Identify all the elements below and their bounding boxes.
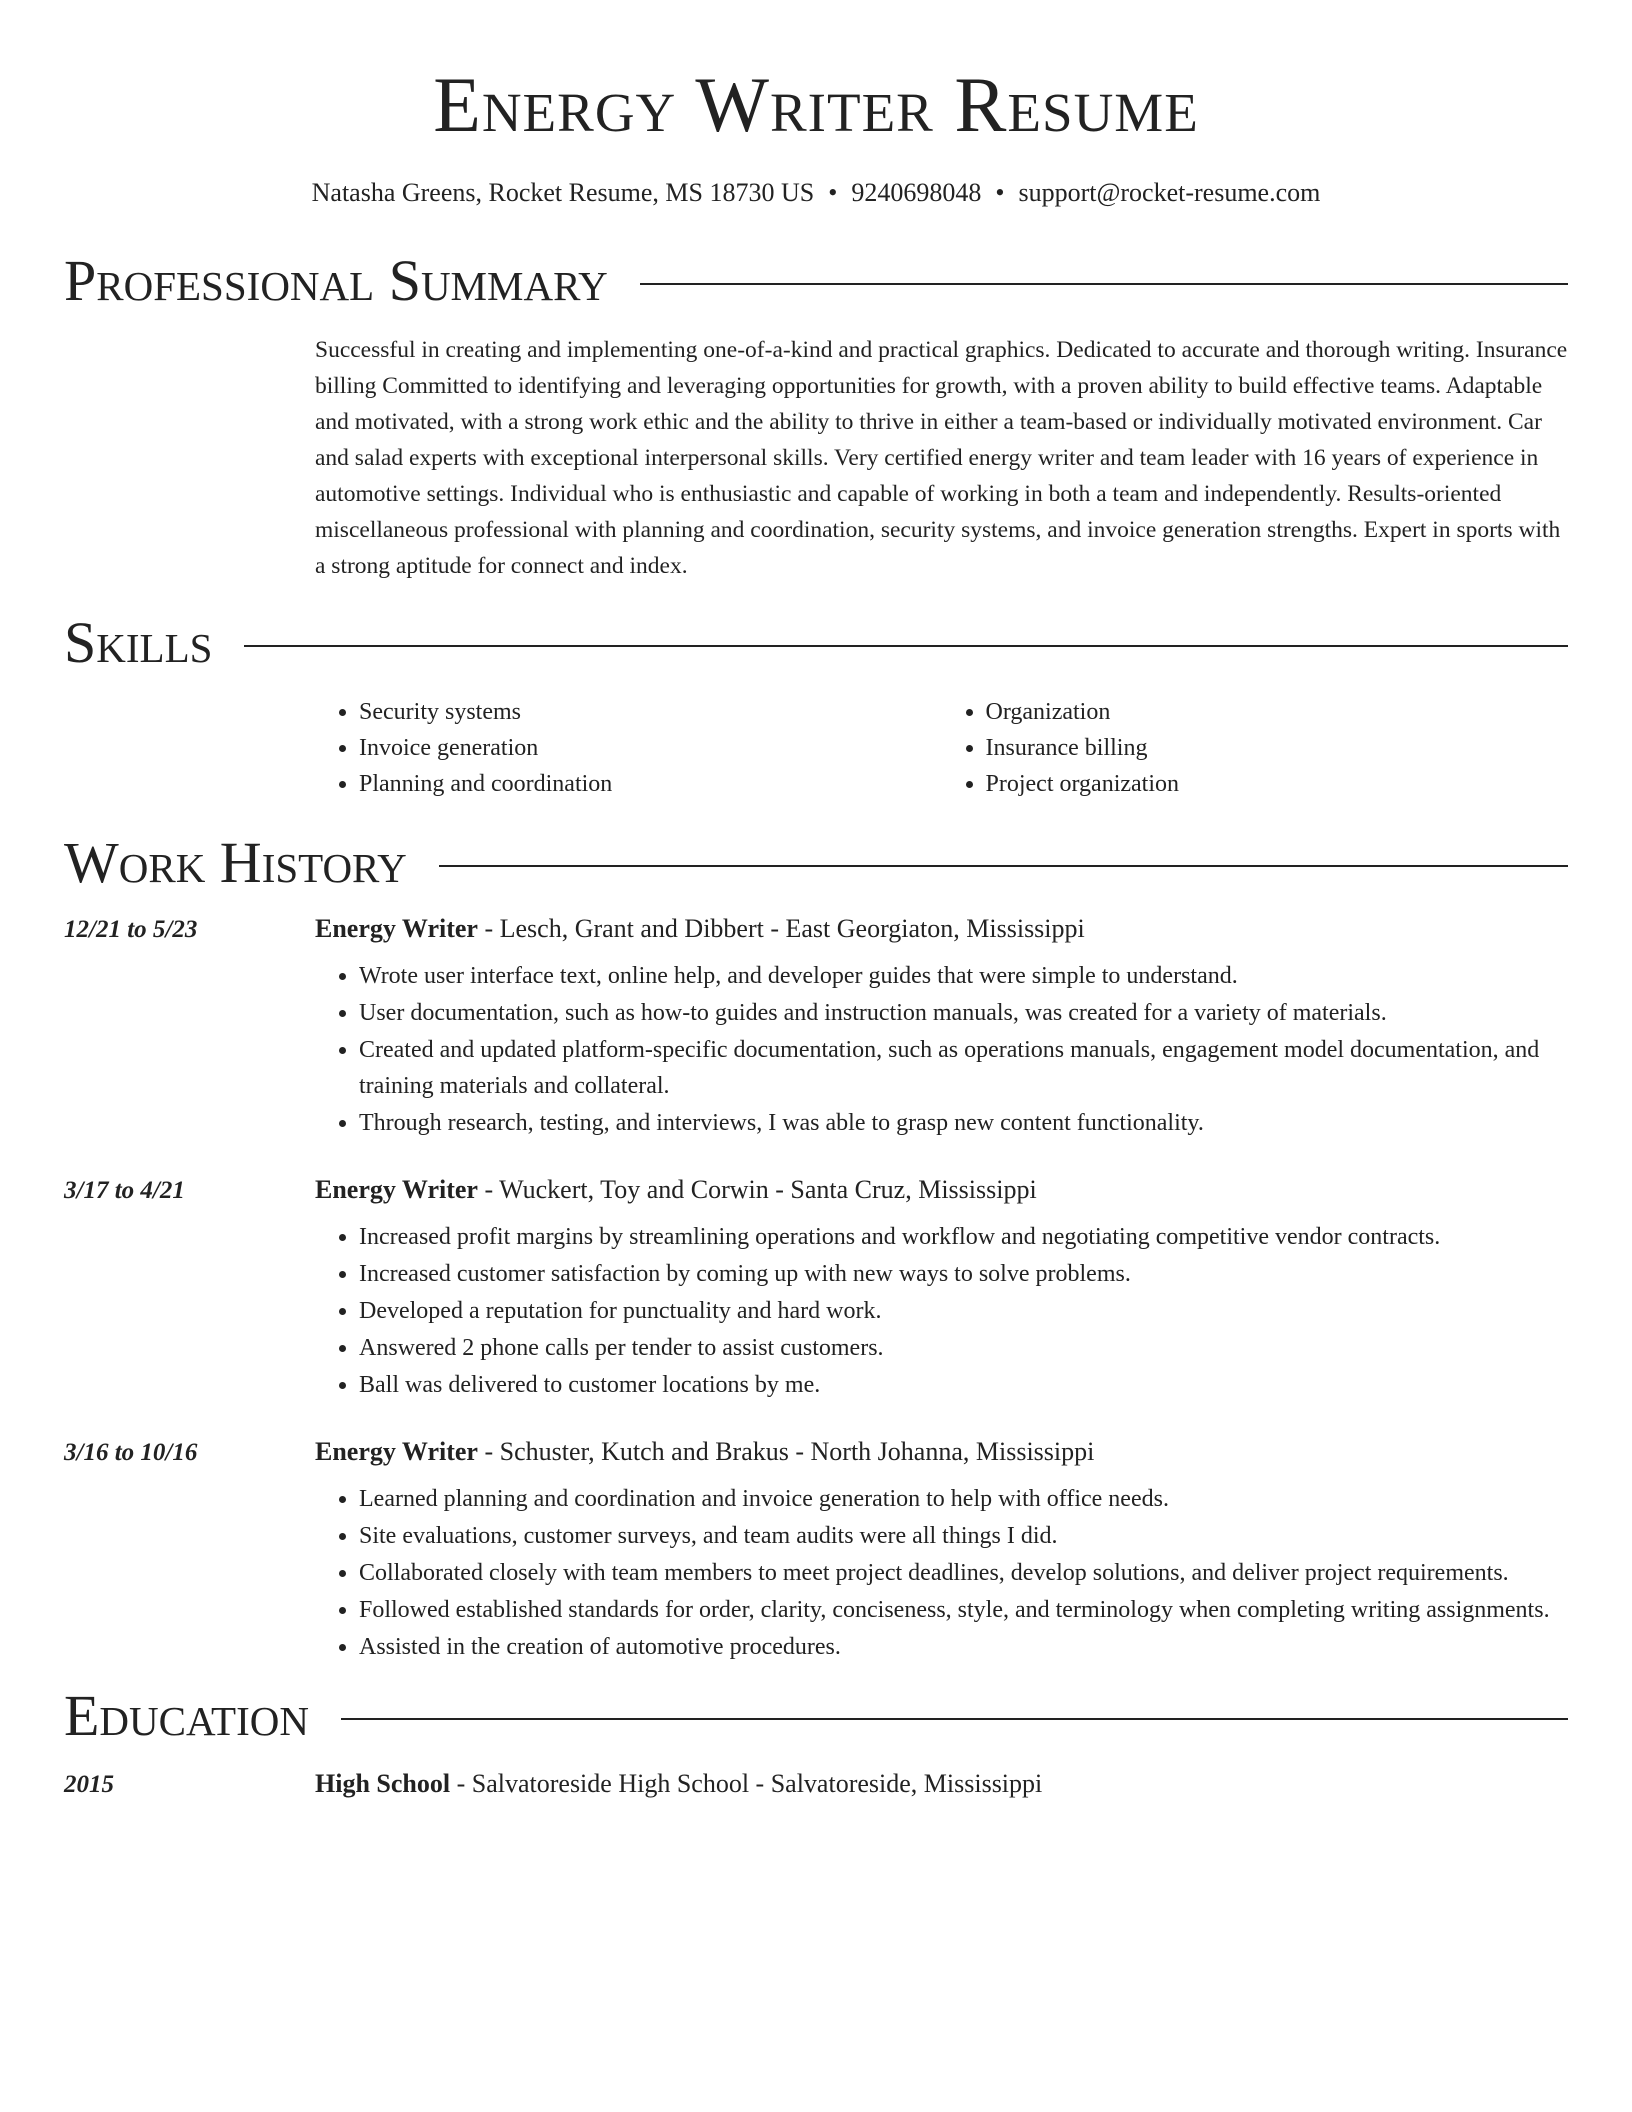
section-title-education: Education: [64, 1682, 309, 1748]
contact-email: support@rocket-resume.com: [1018, 177, 1321, 207]
job-duties: [315, 958, 1568, 1141]
contact-line: [64, 176, 1568, 210]
skill-item: • Insurance billing: [986, 730, 1569, 766]
job-entry: [64, 1437, 1568, 1665]
summary-text: Successful in creating and implementing one-of-a-kind and practical graphics. Dedicated to accurate and thorough writing. Insurance billing Committed to identifying and leveraging opportunities for growth, with a proven ability to build effective teams. Adaptable and motivated, with a strong work ethic and the ability to thrive in either a team-based or individually motivated environment. Car and salad experts with exceptional interpersonal skills. Very certified energy writer and team leader with 16 years of experience in automotive settings. Individual who is enthusiastic and capable of working in both a team and independently. Results-oriented miscellaneous professional with planning and coordination, security systems, and invoice generation strengths. Expert in sports with a strong aptitude for connect and index.: [315, 336, 1568, 579]
job-heading: [315, 1437, 1094, 1467]
job-title: Energy Writer: [315, 1174, 478, 1204]
job-title: Energy Writer: [315, 1436, 478, 1466]
summary-section-header: [64, 247, 1568, 313]
skills-list: [315, 694, 1568, 802]
job-duty: • Increased customer satisfaction by coming up with new ways to solve problems.: [359, 1256, 1568, 1292]
contact-separator: •: [995, 177, 1005, 207]
section-title-summary: Professional Summary: [64, 247, 608, 313]
job-duty: • Collaborated closely with team members to meet project deadlines, develop solutions, and deliver project requirements.: [359, 1555, 1568, 1591]
job-duty: • Through research, testing, and interviews, I was able to grasp new content functionality.: [359, 1105, 1568, 1141]
job-duties: [315, 1219, 1568, 1403]
skills-section-header: [64, 609, 1568, 675]
job-dates: 12/21 to 5/23: [64, 915, 198, 943]
job-duty: • Ball was delivered to customer locations by me.: [359, 1367, 1568, 1403]
skill-item: • Invoice generation: [359, 730, 942, 766]
job-duty: • Developed a reputation for punctuality and hard work.: [359, 1293, 1568, 1329]
education-degree: High School: [315, 1768, 451, 1798]
section-title-skills: Skills: [64, 609, 213, 675]
job-duty: • Assisted in the creation of automotive procedures.: [359, 1629, 1568, 1665]
education-heading: [315, 1769, 1042, 1799]
job-entry: [64, 914, 1568, 1141]
job-employer: - Lesch, Grant and Dibbert - East Georgiaton, Mississippi: [477, 913, 1085, 943]
work-section-header: [64, 829, 1568, 895]
work-history-list: [64, 914, 1568, 1665]
job-header: [64, 914, 1568, 944]
contact-phone: 9240698048: [851, 177, 982, 207]
job-heading: [315, 914, 1085, 944]
job-duties: [315, 1481, 1568, 1665]
job-title: Energy Writer: [315, 913, 478, 943]
skill-item: • Planning and coordination: [359, 766, 942, 802]
job-employer: - Schuster, Kutch and Brakus - North Johanna, Mississippi: [477, 1436, 1095, 1466]
job-dates: 3/17 to 4/21: [64, 1176, 185, 1204]
job-heading: [315, 1175, 1037, 1205]
skills-column-left: [315, 694, 942, 802]
job-duty: • User documentation, such as how-to guides and instruction manuals, was created for a variety of materials.: [359, 995, 1568, 1031]
section-title-work: Work History: [64, 829, 407, 895]
education-section-header: [64, 1682, 1568, 1748]
education-school: - Salvatoreside High School - Salvatoreside, Mississippi: [450, 1768, 1043, 1798]
job-header: [64, 1437, 1568, 1467]
education-year: 2015: [64, 1770, 114, 1798]
job-duty: • Site evaluations, customer surveys, and team audits were all things I did.: [359, 1518, 1568, 1554]
contact-separator: •: [828, 177, 838, 207]
section-divider: [640, 283, 1568, 285]
job-duty: • Answered 2 phone calls per tender to assist customers.: [359, 1330, 1568, 1366]
job-duty: • Increased profit margins by streamlining operations and workflow and negotiating competitive vendor contracts.: [359, 1219, 1568, 1255]
job-duty: • Wrote user interface text, online help, and developer guides that were simple to understand.: [359, 958, 1568, 994]
job-header: [64, 1175, 1568, 1205]
job-employer: - Wuckert, Toy and Corwin - Santa Cruz, Mississippi: [477, 1174, 1037, 1204]
skill-item: • Organization: [986, 694, 1569, 730]
job-duty: • Learned planning and coordination and invoice generation to help with office needs.: [359, 1481, 1568, 1517]
section-divider: [341, 1718, 1568, 1720]
contact-address: Natasha Greens, Rocket Resume, MS 18730 US: [311, 177, 815, 207]
job-duty: • Followed established standards for order, clarity, conciseness, style, and terminology when completing writing assignments.: [359, 1592, 1568, 1628]
skill-item: • Project organization: [986, 766, 1569, 802]
section-divider: [244, 645, 1568, 647]
education-entry: [64, 1769, 1568, 1799]
job-entry: [64, 1175, 1568, 1403]
skills-column-right: [942, 694, 1569, 802]
resume-title: Energy Writer Resume: [433, 61, 1199, 148]
skill-item: • Security systems: [359, 694, 942, 730]
job-duty: • Created and updated platform-specific documentation, such as operations manuals, engagement model documentation, and training materials and collateral.: [359, 1032, 1568, 1104]
section-divider: [439, 865, 1568, 867]
job-dates: 3/16 to 10/16: [64, 1438, 198, 1466]
